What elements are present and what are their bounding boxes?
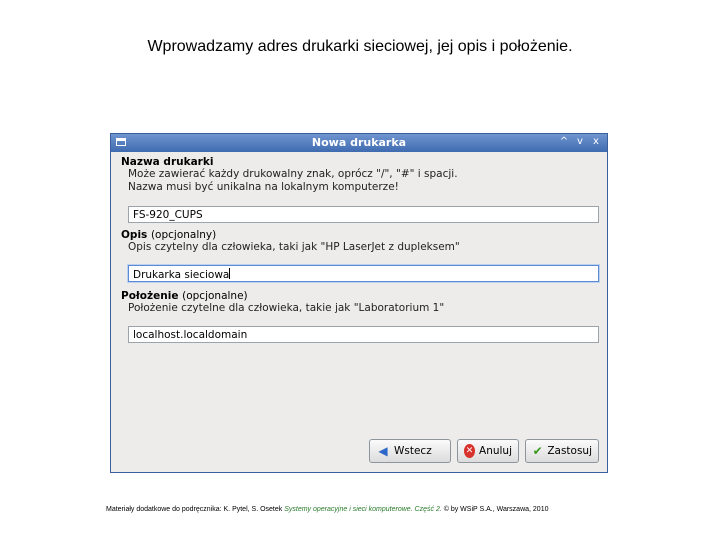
window-title: Nowa drukarka [311,136,407,149]
footer-prefix: Materiały dodatkowe do podręcznika: K. Pytel, S. Osetek [106,506,283,513]
location-label: Położenie [121,290,179,302]
title-bar[interactable] [111,134,607,152]
printer-name-label: Nazwa drukarki [121,156,214,168]
printer-name-desc-1: Może zawierać każdy drukowalny znak, oprócz "/", "#" i spacji. [128,168,458,180]
printer-name-desc-2: Nazwa musi być unikalna na lokalnym komputerze! [128,181,399,193]
arrow-left-icon: ◀ [378,444,388,458]
location-optional: (opcjonalne) [182,290,248,302]
printer-name-input[interactable]: FS-920_CUPS [128,206,599,223]
new-printer-dialog [110,133,608,473]
back-button-label: Wstecz [394,445,432,457]
description-value: Drukarka sieciowa [133,269,230,281]
minimize-button[interactable]: ^ [559,136,569,147]
printer-name-section [121,156,599,221]
description-section [121,229,599,281]
location-hint: Położenie czytelne dla człowieka, takie jak "Laboratorium 1" [128,302,445,314]
description-optional: (opcjonalny) [150,229,217,241]
cancel-icon: ✕ [465,446,474,456]
slide-title: Wprowadzamy adres drukarki sieciowej, jej opis i położenie. [147,38,573,55]
apply-button[interactable] [525,439,599,463]
back-button[interactable] [369,439,451,463]
footer-suffix: © by WSiP S.A., Warszawa, 2010 [443,506,549,513]
cancel-button-label: Anuluj [479,445,512,457]
close-button[interactable]: x [593,136,599,147]
footer-credits [106,506,549,513]
location-input[interactable]: localhost.localdomain [128,326,599,343]
maximize-button[interactable]: v [577,136,583,147]
apply-button-label: Zastosuj [547,445,592,457]
description-input[interactable] [128,265,599,282]
footer-book-title: Systemy operacyjne i sieci komputerowe. Część 2. [284,506,442,513]
text-cursor [229,268,230,279]
checkmark-icon: ✔ [532,444,543,458]
location-section [121,290,599,341]
cancel-button[interactable] [457,439,519,463]
description-hint: Opis czytelny dla człowieka, taki jak "HP LaserJet z dupleksem" [128,241,460,253]
description-label: Opis [121,229,148,241]
button-bar [369,439,599,463]
